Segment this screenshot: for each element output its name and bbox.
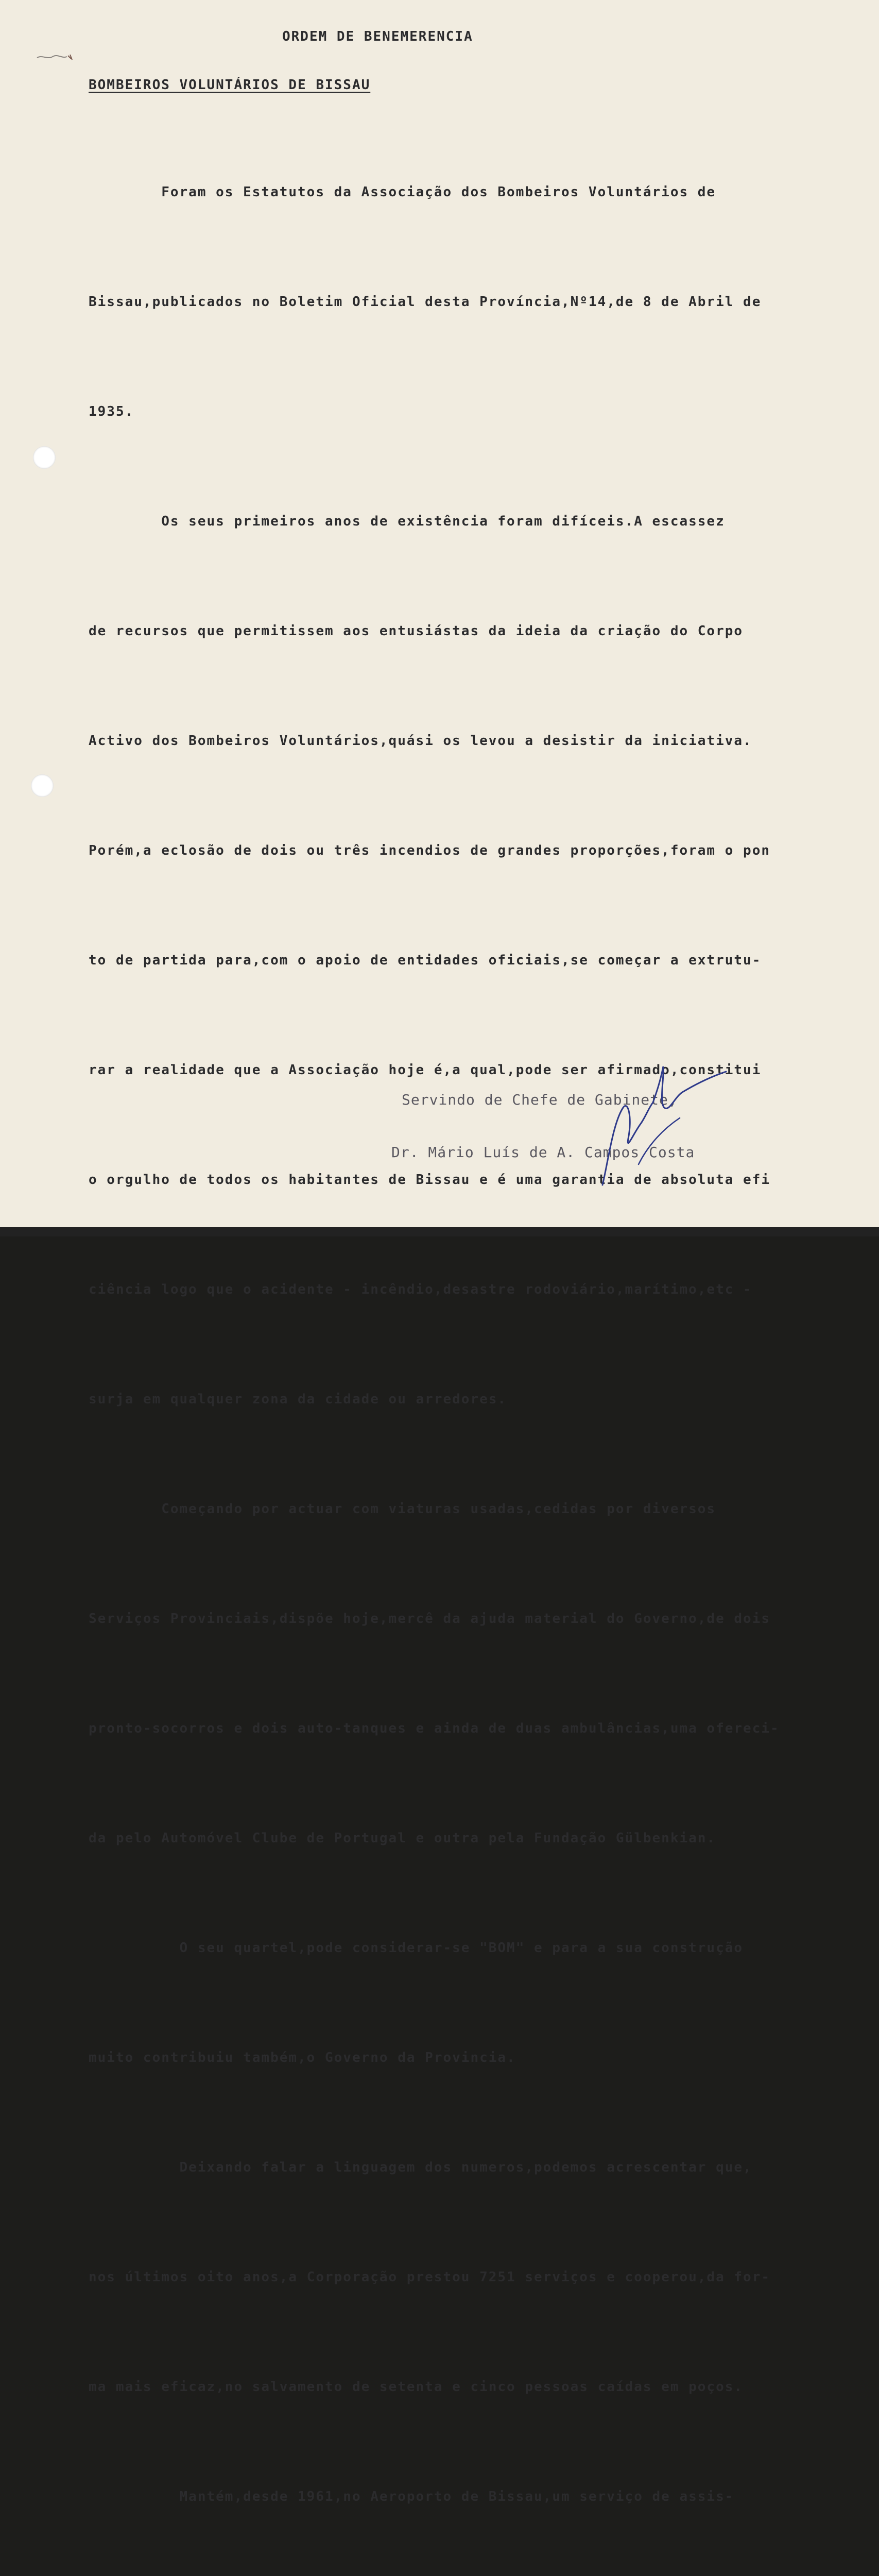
- body-line: O seu quartel,pode considerar-se "BOM" e para a sua construção: [89, 1940, 744, 1956]
- body-line: o orgulho de todos os habitantes de Bissau e é uma garantia de absoluta efi: [89, 1172, 770, 1188]
- body-line: Bissau,publicados no Boletim Oficial desta Província,Nº14,de 8 de Abril de: [89, 294, 762, 310]
- body-line: de recursos que permitissem aos entusiástas da ideia da criação do Corpo: [89, 623, 744, 639]
- closing-role: Servindo de Chefe de Gabinete,: [402, 1091, 678, 1108]
- body-line: ma mais eficaz,no salvamento de setenta e cinco pessoas caídas em poços.: [89, 2379, 744, 2395]
- body-line: ciência logo que o acidente - incêndio,desastre rodoviário,marítimo,etc -: [89, 1282, 752, 1297]
- body-line: Mantém,desde 1961,no Aeroporto de Bissau,um serviço de assis-: [89, 2489, 734, 2504]
- ink-smudge-mark: [36, 53, 77, 62]
- scan-edge: [0, 1227, 879, 1236]
- punch-hole-bottom: [31, 774, 54, 797]
- body-line: rar a realidade que a Associação hoje é,a qual,pode ser afirmado,constitui: [89, 1062, 762, 1078]
- body-line: Os seus primeiros anos de existência foram difíceis.A escassez: [89, 514, 725, 529]
- body-line: pronto-socorros e dois auto-tanques e ainda de duas ambulâncias,uma ofereci-: [89, 1721, 780, 1736]
- body-line: nos últimos oito anos,a Corporação prestou 7251 serviços e cooperou,da for-: [89, 2269, 770, 2285]
- body-line: muito contribuiu também,o Governo da Provincia.: [89, 2050, 516, 2065]
- handwritten-signature: [592, 1061, 747, 1195]
- body-line: 1935.: [89, 404, 134, 419]
- body-line: Deixando falar a linguagem dos numeros,podemos acrescentar que,: [89, 2160, 752, 2175]
- body-line: Foram os Estatutos da Associação dos Bombeiros Voluntários de: [89, 184, 716, 200]
- body-line: Começando por actuar com viaturas usadas,cedidas por diversos: [89, 1501, 716, 1517]
- body-line: surja em qualquer zona da cidade ou arredores.: [89, 1392, 507, 1407]
- document-body: [89, 101, 780, 2576]
- body-line: Serviços Provinciais,dispõe hoje,mercê da ajuda material do Governo,de dois: [89, 1611, 770, 1626]
- closing-name: Dr. Mário Luís de A. Campos Costa: [391, 1144, 695, 1161]
- document-subtitle: BOMBEIROS VOLUNTÁRIOS DE BISSAU: [89, 77, 371, 93]
- document-title: ORDEM DE BENEMERENCIA: [282, 29, 473, 44]
- body-line: da pelo Automóvel Clube de Portugal e outra pela Fundação Gülbenkian.: [89, 1831, 716, 1846]
- body-line: Activo dos Bombeiros Voluntários,quási os levou a desistir da iniciativa.: [89, 733, 752, 749]
- punch-hole-top: [33, 446, 56, 469]
- body-line: Porém,a eclosão de dois ou três incendios de grandes proporções,foram o pon: [89, 843, 770, 858]
- body-line: to de partida para,com o apoio de entidades oficiais,se começar a extrutu-: [89, 953, 762, 968]
